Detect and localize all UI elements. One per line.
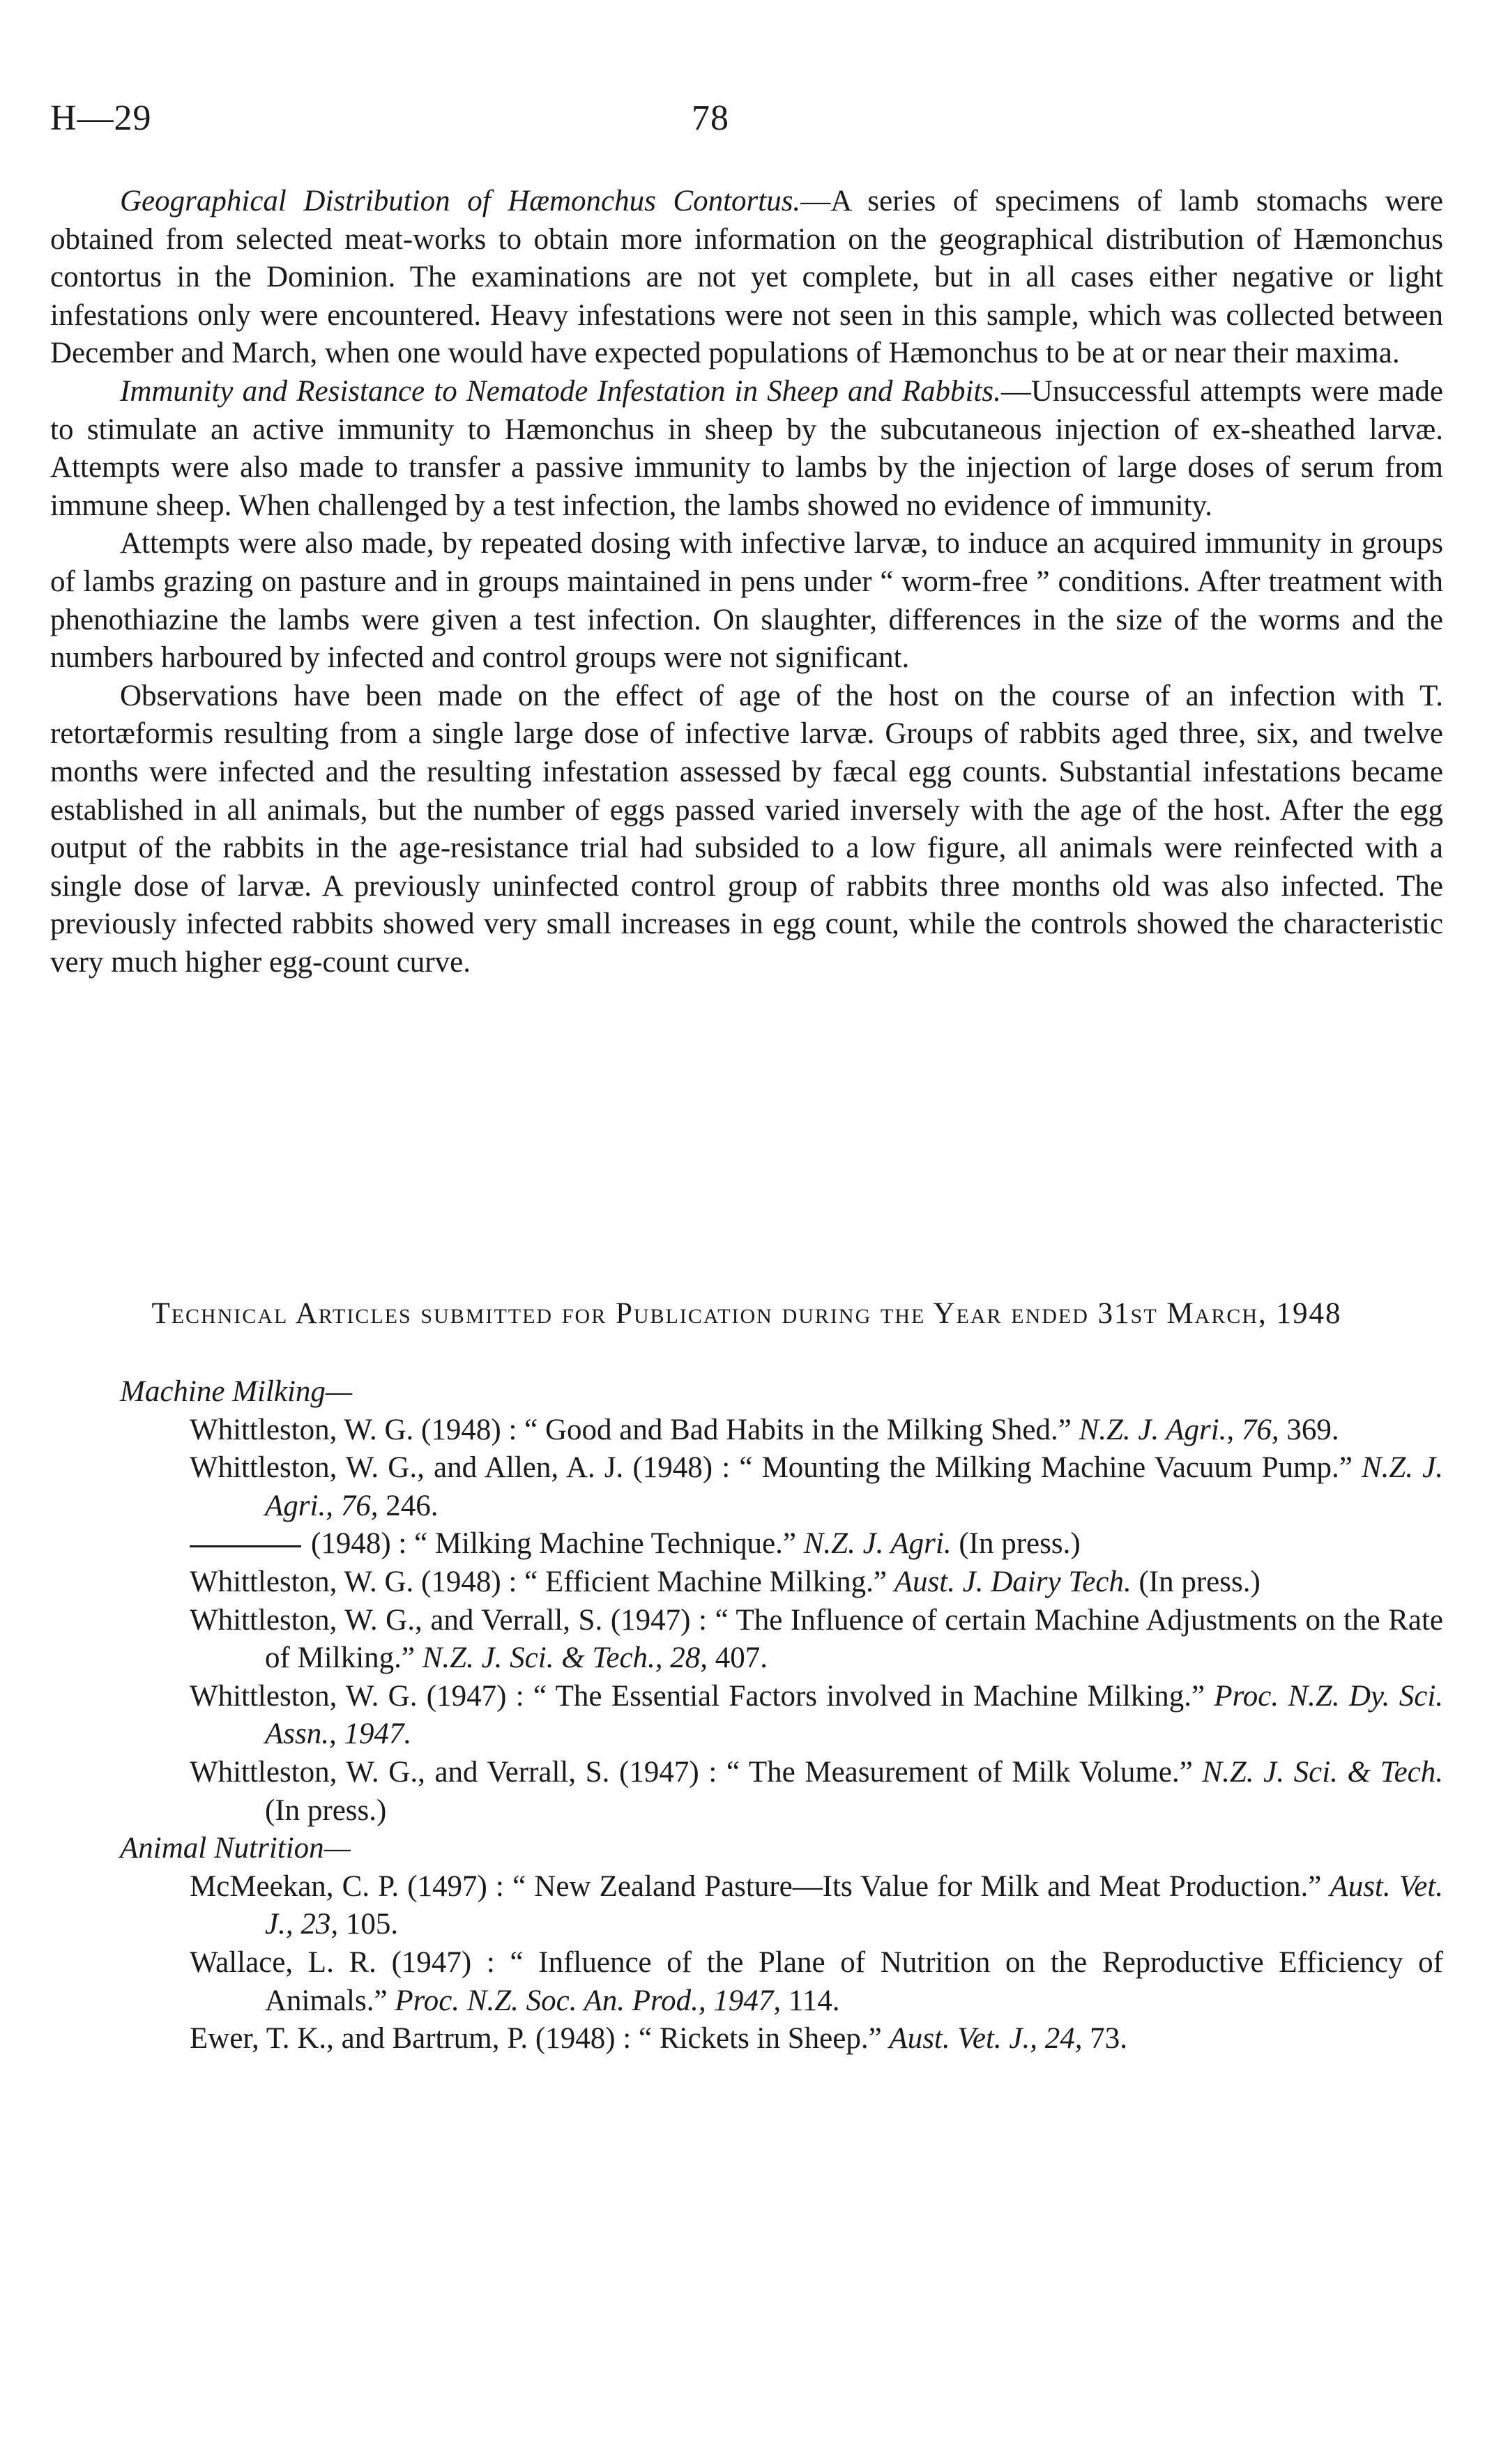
reference-entry	[190, 1868, 1443, 1944]
body-text	[50, 183, 1443, 981]
reference-title: “ Good and Bad Habits in the Milking Shed.”	[524, 1413, 1072, 1446]
reference-tail: (In press.)	[959, 1527, 1081, 1561]
reference-source: Aust. Vet. J., 24,	[889, 2022, 1083, 2056]
reference-title: “ Efficient Machine Milking.”	[524, 1565, 887, 1598]
paragraph-heading: Geographical Distribution of Hæmonchus Contortus.	[120, 185, 801, 217]
paragraph	[50, 678, 1443, 982]
reference-source: N.Z. J. Agri., 76,	[265, 1451, 1444, 1522]
reference-tail: 73.	[1090, 2022, 1127, 2056]
reference-source: N.Z. J. Sci. & Tech., 28,	[422, 1642, 708, 1675]
reference-title: “ The Essential Factors involved in Machine Milking.”	[533, 1679, 1205, 1713]
reference-title: “ New Zealand Pasture—Its Value for Milk and Meat Production.”	[512, 1869, 1322, 1903]
reference-title: “ The Influence of certain Machine Adjustments on the Rate of Milking.”	[265, 1603, 1443, 1675]
reference-tail: 246.	[386, 1489, 439, 1522]
paragraph	[50, 373, 1443, 525]
page-number: 78	[692, 98, 729, 138]
reference-source: N.Z. J. Agri., 76,	[1079, 1413, 1279, 1446]
reference-entry	[190, 1449, 1443, 1525]
reference-entry	[190, 1602, 1443, 1678]
reference-source: Proc. N.Z. Dy. Sci. Assn., 1947.	[265, 1679, 1444, 1751]
reference-authors: Whittleston, W. G., and Verrall, S. (1947) :	[190, 1755, 717, 1789]
reference-tail: 407.	[715, 1642, 768, 1675]
paragraph	[50, 525, 1443, 677]
reference-authors: Wallace, L. R. (1947) :	[190, 1945, 495, 1979]
reference-entry	[190, 1525, 1443, 1563]
reference-source: Proc. N.Z. Soc. An. Prod., 1947,	[395, 1984, 782, 2017]
references-list	[50, 1373, 1443, 2058]
reference-entry	[190, 2020, 1443, 2058]
reference-title: “ Milking Machine Technique.”	[414, 1527, 796, 1561]
reference-authors: Whittleston, W. G. (1947) :	[190, 1679, 524, 1713]
reference-authors: Whittleston, W. G., and Verrall, S. (1947) :	[190, 1603, 707, 1637]
reference-title: “ Rickets in Sheep.”	[638, 2022, 882, 2056]
reference-tail: (In press.)	[1138, 1565, 1261, 1598]
ditto-dash	[190, 1545, 301, 1547]
reference-source: N.Z. J. Agri.	[803, 1527, 952, 1561]
section-heading: Animal Nutrition—	[120, 1832, 351, 1865]
reference-authors: Whittleston, W. G. (1948) :	[190, 1413, 517, 1446]
reference-tail: 105.	[345, 1908, 399, 1941]
reference-source: N.Z. J. Sci. & Tech.	[1202, 1755, 1444, 1789]
reference-entry	[190, 1678, 1443, 1754]
reference-title: “ Influence of the Plane of Nutrition on the Reproductive Efficiency of Animals.”	[265, 1945, 1443, 2017]
references-title: Technical Articles submitted for Publication during the Year ended 31st March, 1948	[151, 1297, 1342, 1330]
paragraph-heading: Immunity and Resistance to Nematode Infestation in Sheep and Rabbits.	[120, 374, 1001, 408]
reference-authors: Ewer, T. K., and Bartrum, P. (1948) :	[190, 2022, 632, 2056]
reference-entry	[190, 1563, 1443, 1602]
paragraph	[50, 183, 1443, 373]
reference-tail: 369.	[1286, 1413, 1339, 1446]
reference-authors: (1948) :	[311, 1527, 407, 1561]
reference-authors: Whittleston, W. G. (1948) :	[190, 1565, 517, 1598]
reference-tail: (In press.)	[265, 1793, 387, 1827]
reference-entry	[190, 1411, 1443, 1450]
reference-title: “ Mounting the Milking Machine Vacuum Pump.”	[739, 1451, 1353, 1485]
paragraph-text: —A series of specimens of lamb stomachs were obtained from selected meat-works to obtain more information on the geographical distribution of Hæmonchus contortus in the Dominion. The examinations are not yet complete, but in all cases either negative or light infestations only were encountered. Heavy infestations were not seen in this sample, which was collected between December and March, when one would have expected populations of Hæmonchus to be at or near their maxima.	[50, 185, 1443, 370]
reference-tail: 114.	[788, 1984, 840, 2017]
reference-authors: McMeekan, C. P. (1497) :	[190, 1869, 504, 1903]
reference-entry	[190, 1944, 1443, 2020]
reference-authors: Whittleston, W. G., and Allen, A. J. (1948) :	[190, 1451, 731, 1485]
reference-source: Aust. Vet. J., 23,	[265, 1869, 1444, 1941]
document-code: H—29	[50, 98, 152, 138]
section-heading: Machine Milking—	[120, 1375, 353, 1408]
reference-title: “ The Measurement of Milk Volume.”	[726, 1755, 1193, 1789]
reference-entry	[190, 1754, 1443, 1830]
reference-source: Aust. J. Dairy Tech.	[894, 1565, 1132, 1598]
paragraph-text: Attempts were also made, by repeated dosing with infective larvæ, to induce an acquired immunity in groups of lambs grazing on pasture and in groups maintained in pens under “ worm-free ” conditions. After treatment with phenothiazine the lambs were given a test infection. On slaughter, differences in the size of the worms and the numbers harboured by infected and control groups were not significant.	[50, 527, 1443, 675]
paragraph-text: —Unsuccessful attempts were made to stimulate an active immunity to Hæmonchus in sheep by the subcutaneous injection of ex-sheathed larvæ. Attempts were also made to transfer a passive immunity to lambs by the injection of large doses of serum from immune sheep. When challenged by a test infection, the lambs showed no evidence of immunity.	[50, 374, 1443, 522]
paragraph-text: Observations have been made on the effect of age of the host on the course of an infection with T. retortæformis resulting from a single large dose of infective larvæ. Groups of rabbits aged three, six, and twelve months were infected and the resulting infestation assessed by fæcal egg counts. Substantial infestations became established in all animals, but the number of eggs passed varied inversely with the age of the host. After the egg output of the rabbits in the age-resistance trial had subsided to a low figure, all animals were reinfected with a single dose of larvæ. A previously uninfected control group of rabbits three months old was also infected. The previously infected rabbits showed very small increases in egg count, while the controls showed the characteristic very much higher egg-count curve.	[50, 679, 1443, 979]
